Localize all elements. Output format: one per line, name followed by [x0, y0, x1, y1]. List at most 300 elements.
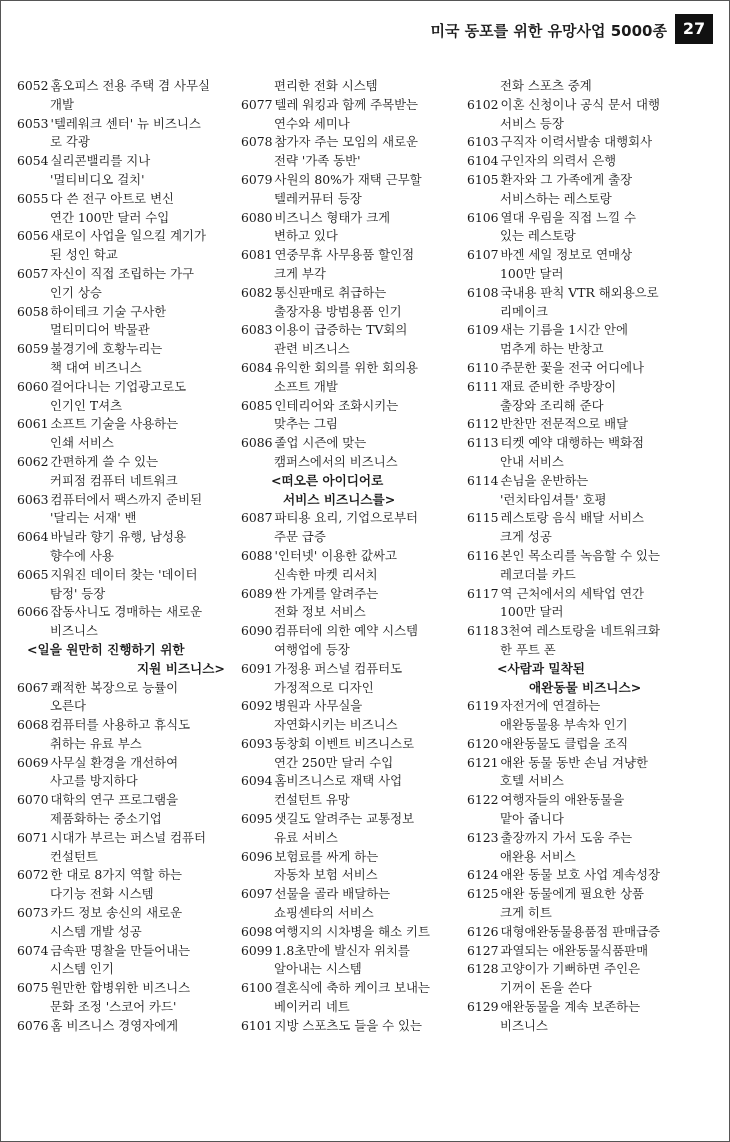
item-number: 6124: [467, 867, 499, 883]
list-item: [17, 340, 242, 378]
list-item-first-line: [241, 510, 418, 525]
item-title-continuation: 관련 비즈니스: [274, 341, 350, 357]
item-title-continuation: '멀티비디오 걸치': [50, 171, 145, 187]
list-item-first-line: [467, 999, 640, 1014]
item-title: 사무실 환경을 개선하여: [50, 754, 179, 770]
list-item: [241, 133, 465, 171]
section-heading-line: <사람과 밀착된: [497, 660, 585, 676]
item-title: 사원의 80%가 재택 근무할: [274, 171, 422, 187]
item-title-continuation: 제품화하는 중소기업: [50, 811, 162, 827]
item-title: 환자와 그 가족에게 출장: [500, 171, 633, 187]
item-number: 6078: [241, 134, 273, 150]
item-number: 6065: [17, 566, 49, 582]
list-item: [17, 791, 242, 829]
list-item-first-line: [17, 567, 197, 582]
item-title-continuation: 향수에 사용: [50, 547, 114, 563]
item-title-continuation: 출장와 조리해 준다: [500, 397, 604, 413]
item-title: 파티용 요리, 기업으로부터: [274, 510, 419, 526]
list-item-first-line: [467, 755, 648, 770]
item-number: 6058: [17, 303, 49, 319]
item-title: 샛길도 알려주는 교통정보: [274, 811, 415, 827]
list-item: [241, 810, 465, 848]
list-item-first-line: [467, 285, 659, 300]
list-item: [17, 603, 242, 641]
list-item-first-line: [467, 698, 600, 713]
list-item: [467, 77, 723, 96]
item-title: 애완동물도 클럽을 조직: [500, 735, 629, 751]
item-number: 6088: [241, 547, 273, 563]
list-item: [241, 77, 465, 96]
list-item: [467, 284, 723, 322]
item-title: 간편하게 쓸 수 있는: [50, 453, 159, 469]
item-title-continuation: 커피점 컴퓨터 네트워크: [50, 472, 178, 488]
item-number: 6062: [17, 453, 49, 469]
item-title-continuation: 된 성인 학교: [50, 247, 118, 263]
list-item: [241, 735, 465, 773]
section-heading-line: 서비스 비즈니스를>: [283, 491, 396, 507]
item-number: 6063: [17, 491, 49, 507]
item-title-continuation: 시스템 개발 성공: [50, 923, 142, 939]
item-number: 6117: [467, 585, 499, 601]
item-title-continuation: 맞추는 그림: [274, 416, 338, 432]
item-title-continuation: 전략 '가족 동반': [274, 153, 361, 169]
item-number: 6126: [467, 923, 499, 939]
item-title-continuation: 애완용 서비스: [500, 848, 576, 864]
list-item: [467, 547, 723, 585]
item-title: 애완 동물 동반 손님 겨냥한: [500, 754, 648, 770]
list-item: [467, 378, 723, 416]
list-item-first-line: [241, 285, 386, 300]
item-title: 자신이 직접 조립하는 가구: [50, 265, 195, 281]
list-item-first-line: [17, 717, 190, 732]
list-item-first-line: [467, 510, 644, 525]
item-title: 한 대로 8가지 역할 하는: [50, 867, 182, 883]
list-item: [467, 133, 723, 152]
section-heading-line: 지원 비즈니스>: [137, 660, 225, 676]
item-title-continuation: 변하고 있다: [274, 228, 338, 244]
item-number: 6079: [241, 171, 273, 187]
list-item: [241, 660, 465, 698]
item-title: '텔레워크 센터' 뉴 비즈니스: [50, 115, 201, 131]
item-title: 선물을 골라 배달하는: [274, 886, 391, 902]
list-item-first-line: [467, 867, 660, 882]
item-number: 6127: [467, 942, 499, 958]
item-title: 지워진 데이터 찾는 '데이터: [50, 566, 198, 582]
list-item-first-line: [17, 905, 182, 920]
item-title: 여행지의 시차병을 해소 키트: [274, 923, 430, 939]
list-item: [17, 528, 242, 566]
item-title: 금속판 명찰을 만들어내는: [50, 942, 191, 958]
item-title-continuation: 사고를 방지하다: [50, 773, 138, 789]
item-number: 6059: [17, 341, 49, 357]
item-title-continuation: 인기 상승: [50, 284, 102, 300]
list-item: [467, 622, 723, 660]
item-number: 6110: [467, 359, 499, 375]
list-item-first-line: [467, 886, 644, 901]
item-number: 6107: [467, 247, 499, 263]
item-number: 6053: [17, 115, 49, 131]
section-heading-line: 애완동물 비즈니스>: [529, 679, 642, 695]
item-number: 6100: [241, 980, 273, 996]
item-number: 6111: [467, 378, 499, 394]
list-item: [241, 923, 465, 942]
list-item: [467, 923, 723, 942]
list-item: [467, 321, 723, 359]
item-title: 손님을 운반하는: [500, 472, 589, 488]
item-number: 6116: [467, 547, 499, 563]
item-title: 병원과 사무실을: [274, 698, 363, 714]
item-number: 6057: [17, 265, 49, 281]
list-item-first-line: [467, 416, 628, 431]
list-item-first-line: [241, 435, 366, 450]
list-item: [17, 979, 242, 1017]
item-number: 6072: [17, 867, 49, 883]
item-title-continuation: 취하는 유료 부스: [50, 735, 142, 751]
list-item-first-line: [241, 811, 414, 826]
page-header: [1, 1, 729, 59]
item-title: '인터넷' 이용한 값싸고: [274, 547, 397, 563]
item-title-continuation: 가정적으로 디자인: [274, 679, 374, 695]
item-number: 6104: [467, 153, 499, 169]
list-item: [467, 415, 723, 434]
list-item-first-line: [17, 153, 150, 168]
item-number: 6071: [17, 829, 49, 845]
item-title-continuation: 여행업에 등장: [274, 641, 350, 657]
item-title-continuation: 개발: [50, 96, 74, 112]
item-title-continuation: 인쇄 서비스: [50, 435, 114, 451]
section-heading: [17, 641, 242, 679]
item-title-continuation: 알아내는 시스템: [274, 961, 362, 977]
item-number: 6097: [241, 886, 273, 902]
item-number: 6128: [467, 961, 499, 977]
item-title-continuation: 베이커리 네트: [274, 999, 350, 1015]
list-item-first-line: [467, 322, 628, 337]
list-item-first-line: [241, 849, 378, 864]
item-title: 싼 가게를 알려주는: [274, 585, 379, 601]
list-item: [467, 754, 723, 792]
item-title-continuation: 텔레커뮤터 등장: [274, 190, 362, 206]
item-title-continuation: 책 대여 비즈니스: [50, 359, 142, 375]
item-title-continuation: 서비스 등장: [500, 115, 564, 131]
item-title-continuation: 기꺼이 돈을 쓴다: [500, 980, 592, 996]
list-item-first-line: [241, 980, 430, 995]
item-number: 6075: [17, 980, 49, 996]
item-number: 6074: [17, 942, 49, 958]
item-number: 6109: [467, 322, 499, 338]
item-number: 6068: [17, 717, 49, 733]
list-item-first-line: [241, 398, 398, 413]
list-item: [17, 866, 242, 904]
list-item-first-line: [17, 943, 190, 958]
list-item: [467, 585, 723, 623]
list-item: [241, 885, 465, 923]
list-item: [17, 716, 242, 754]
list-item: [17, 190, 242, 228]
item-number: 6096: [241, 848, 273, 864]
item-number: 6113: [467, 435, 499, 451]
list-item-first-line: [467, 360, 644, 375]
list-item-first-line: [467, 172, 632, 187]
item-title: 열대 우림을 직접 느낄 수: [500, 209, 636, 225]
item-number: 6054: [17, 153, 49, 169]
list-item: [467, 735, 723, 754]
item-number: 6118: [467, 623, 499, 639]
item-title: 하이테크 기술 구사한: [50, 303, 167, 319]
item-title: 인테리어와 조화시키는: [274, 397, 399, 413]
list-item-first-line: [241, 943, 410, 958]
item-number: 6123: [467, 829, 499, 845]
list-item: [241, 547, 465, 585]
item-title: 참가자 주는 모임의 새로운: [274, 134, 419, 150]
item-title-continuation: 자연화시키는 비즈니스: [274, 717, 398, 733]
item-title-continuation: 멈추게 하는 반창고: [500, 341, 604, 357]
list-item: [17, 453, 242, 491]
section-heading: [467, 660, 723, 698]
list-item: [241, 772, 465, 810]
item-title: 잡동사니도 경매하는 새로운: [50, 604, 203, 620]
item-title: 이혼 신청이나 공식 문서 대행: [500, 96, 660, 112]
item-title: 구인자의 의력서 은행: [500, 153, 617, 169]
item-title-continuation: 레코더블 카드: [500, 566, 576, 582]
list-item: [17, 265, 242, 303]
item-title-continuation: 편리한 전화 시스템: [274, 78, 378, 93]
list-item: [467, 359, 723, 378]
list-item-first-line: [17, 191, 174, 206]
item-title-continuation: 리메이크: [500, 303, 548, 319]
item-title: 보험료를 싸게 하는: [274, 848, 379, 864]
list-item: [467, 942, 723, 961]
item-title-continuation: 시스템 인기: [50, 961, 114, 977]
item-title: 지방 스포츠도 들을 수 있는: [274, 1017, 422, 1033]
item-title-continuation: 쇼핑센타의 서비스: [274, 905, 374, 921]
item-title-continuation: 100만 달러: [500, 604, 564, 620]
item-number: 6090: [241, 623, 273, 639]
list-item-first-line: [241, 1018, 422, 1033]
list-item: [17, 942, 242, 980]
list-item: [241, 979, 465, 1017]
item-title: 쾌적한 복장으로 능률이: [50, 679, 179, 695]
section-heading-line: <일을 원만히 진행하기 위한: [27, 641, 185, 657]
item-title: 걸어다니는 기업광고로도: [50, 378, 187, 394]
item-number: 6095: [241, 811, 273, 827]
item-number: 6121: [467, 754, 499, 770]
item-number: 6077: [241, 96, 273, 112]
list-item: [17, 378, 242, 416]
list-item: [467, 209, 723, 247]
list-item-first-line: [17, 266, 194, 281]
item-title-continuation: 로 각광: [50, 134, 90, 150]
list-item: [17, 754, 242, 792]
item-title-continuation: 맡아 줍니다: [500, 811, 564, 827]
item-number: 6091: [241, 660, 273, 676]
item-title-continuation: 크게 히트: [500, 905, 552, 921]
item-title: 반찬만 전문적으로 배달: [500, 416, 629, 432]
list-item-first-line: [467, 247, 632, 262]
item-number: 6106: [467, 209, 499, 225]
page-number: 27: [675, 14, 713, 44]
item-number: 6101: [241, 1017, 273, 1033]
item-title: 본인 목소리를 녹음할 수 있는: [500, 547, 660, 563]
list-item-first-line: [17, 1018, 178, 1033]
item-title: 다 쓴 전구 아트로 변신: [50, 190, 175, 206]
item-number: 6070: [17, 792, 49, 808]
list-item-first-line: [467, 97, 660, 112]
item-title-continuation: 신속한 마켓 리서치: [274, 566, 378, 582]
list-item-first-line: [241, 172, 422, 187]
list-item-first-line: [17, 341, 162, 356]
list-item: [241, 434, 465, 472]
list-item-first-line: [17, 680, 178, 695]
item-number: 6084: [241, 359, 273, 375]
list-item-first-line: [241, 773, 402, 788]
item-title: 대학의 연구 프로그램을: [50, 792, 179, 808]
list-item-first-line: [17, 830, 206, 845]
item-title: 원만한 합병위한 비즈니스: [50, 980, 191, 996]
item-number: 6108: [467, 284, 499, 300]
list-item: [17, 829, 242, 867]
list-item: [241, 697, 465, 735]
list-item-first-line: [467, 830, 632, 845]
column-2: [241, 77, 465, 1036]
item-title: 텔레 워킹과 함께 주목받는: [274, 96, 419, 112]
item-title: 소프트 기술을 사용하는: [50, 416, 179, 432]
item-title: 동창회 이벤트 비즈니스로: [274, 735, 415, 751]
list-item: [241, 96, 465, 134]
item-number: 6052: [17, 78, 49, 93]
list-item-first-line: [467, 379, 616, 394]
list-item-first-line: [241, 322, 407, 337]
item-title-continuation: 다기능 전화 시스템: [50, 886, 154, 902]
item-number: 6092: [241, 698, 273, 714]
item-title: 고양이가 기뻐하면 주인은: [500, 961, 641, 977]
list-item: [17, 152, 242, 190]
item-number: 6119: [467, 698, 499, 714]
list-item-first-line: [241, 698, 362, 713]
item-number: 6089: [241, 585, 273, 601]
list-item: [17, 303, 242, 341]
item-number: 6105: [467, 171, 499, 187]
item-title-continuation: 캠퍼스에서의 비즈니스: [274, 453, 398, 469]
list-item: [467, 434, 723, 472]
item-title: 바닐라 향기 유행, 남성용: [50, 529, 186, 545]
item-title-continuation: 전화 스포츠 중계: [500, 78, 592, 93]
item-title-continuation: 탐정' 등장: [50, 585, 106, 601]
list-item-first-line: [467, 210, 636, 225]
item-title: 유익한 회의를 위한 회의용: [274, 359, 419, 375]
item-number: 6125: [467, 886, 499, 902]
item-number: 6122: [467, 792, 499, 808]
item-title: 1.8초만에 발신자 위치를: [274, 942, 410, 958]
item-number: 6061: [17, 416, 49, 432]
list-item: [467, 885, 723, 923]
item-number: 6086: [241, 435, 273, 451]
list-item-first-line: [17, 416, 178, 431]
list-item-first-line: [241, 247, 414, 262]
item-title: 홈 비즈니스 경영자에게: [50, 1017, 179, 1033]
running-title: 미국 동포를 위한 유망사업 5000종: [430, 22, 667, 40]
list-item-first-line: [241, 548, 397, 563]
item-number: 6055: [17, 190, 49, 206]
list-item: [467, 998, 723, 1036]
list-item-first-line: [17, 379, 186, 394]
item-title-continuation: 연간 250만 달러 수입: [274, 754, 394, 770]
item-title: 출장까지 가서 도움 주는: [500, 829, 633, 845]
item-title-continuation: 연수와 세미나: [274, 115, 350, 131]
list-item: [241, 942, 465, 980]
item-title: 카드 정보 송신의 새로운: [50, 905, 183, 921]
item-title-continuation: 컨설턴트 유망: [274, 792, 350, 808]
list-item: [241, 509, 465, 547]
item-title-continuation: 자동차 보험 서비스: [274, 867, 378, 883]
list-item-first-line: [17, 529, 186, 544]
item-title: 시대가 부르는 퍼스널 컴퓨터: [50, 829, 206, 845]
list-item-first-line: [241, 360, 418, 375]
list-item-first-line: [241, 924, 430, 939]
item-number: 6098: [241, 923, 273, 939]
list-item-first-line: [241, 736, 414, 751]
item-title: 새로이 사업을 일으킬 계기가: [50, 228, 206, 244]
list-item: [17, 1017, 242, 1036]
item-number: 6081: [241, 247, 273, 263]
item-title: 자전거에 연결하는: [500, 698, 601, 714]
item-title: 졸업 시즌에 맞는: [274, 435, 367, 451]
list-item: [241, 321, 465, 359]
list-item-first-line: [17, 78, 210, 93]
item-title-continuation: 애완동물용 부속차 인기: [500, 717, 628, 733]
item-title: 바겐 세일 정보로 연매상: [500, 247, 633, 263]
list-item: [467, 152, 723, 171]
item-title: 컴퓨터를 사용하고 휴식도: [50, 717, 191, 733]
list-item-first-line: [467, 435, 644, 450]
list-item: [467, 509, 723, 547]
list-item: [17, 904, 242, 942]
item-title: 주문한 꽃을 전국 어디에나: [500, 359, 645, 375]
item-title: 불경기에 호황누리는: [50, 341, 163, 357]
list-item: [467, 791, 723, 829]
list-item-first-line: [467, 153, 616, 168]
list-item-first-line: [17, 116, 201, 131]
item-title: 대형애완동물용품점 판매급증: [500, 923, 661, 939]
list-item: [17, 415, 242, 453]
list-item: [241, 209, 465, 247]
item-title-continuation: 오른다: [50, 698, 86, 714]
item-number: 6093: [241, 735, 273, 751]
list-item-first-line: [241, 886, 390, 901]
item-number: 6120: [467, 735, 499, 751]
list-item-first-line: [467, 943, 648, 958]
list-item: [241, 284, 465, 322]
item-number: 6066: [17, 604, 49, 620]
item-title: 새는 기름을 1시간 안에: [500, 322, 628, 338]
item-title-continuation: 호텔 서비스: [500, 773, 564, 789]
list-item: [17, 115, 242, 153]
item-title-continuation: 크게 부각: [274, 265, 326, 281]
list-item: [467, 697, 723, 735]
item-title: 실리콘밸리를 지나: [50, 153, 151, 169]
item-title-continuation: 비즈니스: [500, 1017, 548, 1033]
list-item-first-line: [467, 736, 628, 751]
item-number: 6103: [467, 134, 499, 150]
list-item: [241, 397, 465, 435]
item-number: 6099: [241, 942, 273, 958]
item-number: 6102: [467, 96, 499, 112]
item-title: 애완 동물 보호 사업 계속성장: [500, 867, 660, 883]
item-title-continuation: 서비스하는 레스토랑: [500, 190, 612, 206]
list-item-first-line: [467, 134, 652, 149]
item-title-continuation: 100만 달러: [500, 265, 564, 281]
list-item-first-line: [467, 473, 588, 488]
item-title-continuation: 컨설턴트: [50, 848, 98, 864]
